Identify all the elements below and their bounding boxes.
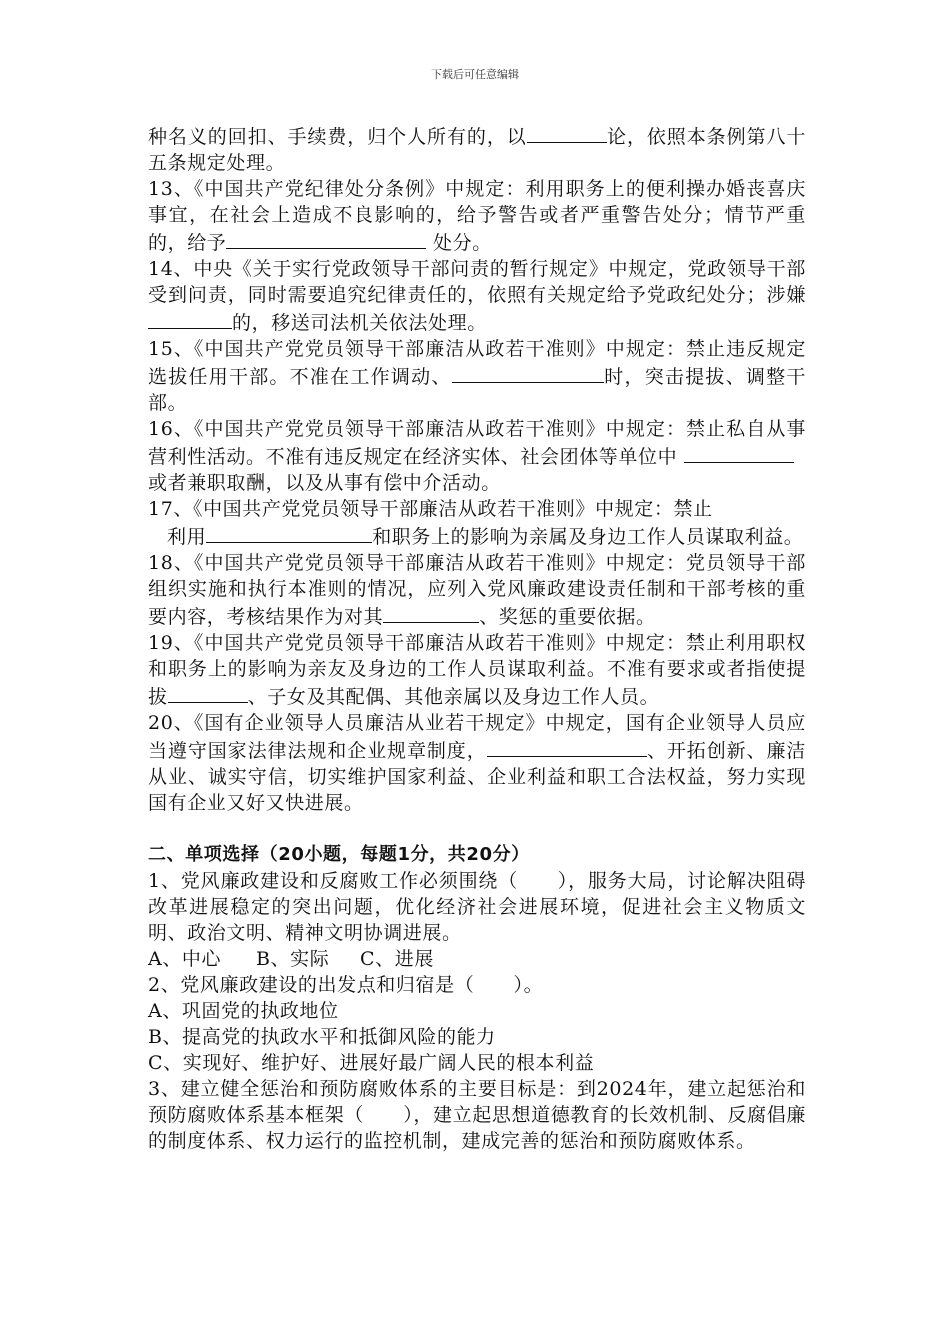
question-20 bbox=[148, 710, 806, 816]
question-text: 14、中央《关于实行党政领导干部问责的暂行规定》中规定，党政领导干部受到问责，同时需要追究纪律责任的，依照有关规定给予党政纪处分；涉嫌 bbox=[148, 258, 806, 306]
question-18 bbox=[148, 550, 806, 630]
question-text: 、开拓创新、廉洁从业、诚实守信，切实维护国家利益、企业利益和职工合法权益，努力实现国有企业又好又快进展。 bbox=[148, 740, 806, 814]
mc-question-2: 2、党风廉政建设的出发点和归宿是（ ）。 bbox=[148, 974, 544, 996]
document-body bbox=[148, 122, 806, 1154]
question-text: 处分。 bbox=[426, 232, 492, 254]
question-text: 的，移送司法机关依法处理。 bbox=[232, 312, 487, 334]
question-text: 15、《中国共产党党员领导干部廉洁从政若干准则》中规定：禁止违反规定选拔任用干部。不准在工作调动、 bbox=[148, 338, 806, 388]
option-c[interactable]: C、进展 bbox=[360, 948, 434, 970]
question-text: 20、《国有企业领导人员廉洁从业若干规定》中规定，国有企业领导人员应当遵守国家法律法规和企业规章制度， bbox=[148, 712, 806, 762]
mc-question-1: 1、党风廉政建设和反腐败工作必须围绕（ ），服务大局，讨论解决阻碍改革进展稳定的突出问题，优化经济社会进展环境，促进社会主义物质文明、政治文明、精神文明协调进展。 bbox=[148, 870, 806, 944]
question-12-tail bbox=[148, 122, 806, 176]
answer-blank[interactable] bbox=[527, 122, 607, 143]
page-header: 下载后可任意编辑 bbox=[431, 68, 519, 81]
mc-question-1-options bbox=[148, 946, 806, 972]
option-b[interactable]: B、提高党的执政水平和抵御风险的能力 bbox=[148, 1026, 496, 1048]
question-text: 18、《中国共产党党员领导干部廉洁从政若干准则》中规定：党员领导干部组织实施和执行本准则的情况，应列入党风廉政建设责任制和干部考核的重要内容，考核结果作为对其 bbox=[148, 552, 806, 628]
question-text: 时，突击提拔、调整干部。 bbox=[148, 366, 806, 414]
question-14 bbox=[148, 256, 806, 336]
answer-blank[interactable] bbox=[452, 362, 604, 383]
answer-blank[interactable] bbox=[226, 228, 426, 249]
question-text: 19、《中国共产党党员领导干部廉洁从政若干准则》中规定：禁止利用职权和职务上的影响为亲友及身边的工作人员谋取利益。不准有要求或者指使提拔 bbox=[148, 632, 806, 708]
option-b[interactable]: B、实际 bbox=[256, 948, 330, 970]
section-heading: 二、单项选择（20小题，每题1分，共20分） bbox=[148, 844, 530, 865]
question-17-cont bbox=[148, 522, 806, 550]
section-gap bbox=[148, 816, 806, 842]
question-text: 和职务上的影响为亲属及身边工作人员谋取利益。 bbox=[372, 526, 804, 548]
answer-blank[interactable] bbox=[684, 442, 794, 463]
question-text: 17、《中国共产党党员领导干部廉洁从政若干准则》中规定：禁止 bbox=[148, 498, 713, 520]
answer-blank[interactable] bbox=[487, 736, 647, 757]
question-17 bbox=[148, 496, 806, 522]
answer-blank[interactable] bbox=[148, 308, 232, 329]
question-19 bbox=[148, 630, 806, 710]
question-text: 13、《中国共产党纪律处分条例》中规定：利用职务上的便利操办婚丧喜庆事宜，在社会上造成不良影响的，给予警告或者严重警告处分；情节严重的，给予 bbox=[148, 178, 806, 254]
question-text: 利用 bbox=[167, 526, 207, 548]
option-c[interactable]: C、实现好、维护好、进展好最广阔人民的根本利益 bbox=[148, 1052, 595, 1074]
question-text: 论，依照本条例第八十五条规定处理。 bbox=[148, 126, 806, 174]
mc-question-3: 3、建立健全惩治和预防腐败体系的主要目标是：到2024年，建立起惩治和预防腐败体系基本框架（ ），建立起思想道德教育的长效机制、反腐倡廉的制度体系、权力运行的监控机制，建成完善的惩治和预防腐败体系。 bbox=[148, 1078, 806, 1152]
question-13 bbox=[148, 176, 806, 256]
option-a[interactable]: A、中心 bbox=[148, 948, 222, 970]
answer-blank[interactable] bbox=[383, 602, 479, 623]
question-16 bbox=[148, 416, 806, 496]
answer-blank[interactable] bbox=[206, 522, 372, 543]
question-text: 16、《中国共产党党员领导干部廉洁从政若干准则》中规定：禁止私自从事营利性活动。不准有违反规定在经济实体、社会团体等单位中 bbox=[148, 418, 806, 468]
question-text: 或者兼职取酬，以及从事有偿中介活动。 bbox=[148, 472, 501, 494]
option-a[interactable]: A、巩固党的执政地位 bbox=[148, 1000, 339, 1022]
question-text: 、奖惩的重要依据。 bbox=[479, 606, 656, 628]
answer-blank[interactable] bbox=[168, 682, 248, 703]
question-15 bbox=[148, 336, 806, 416]
question-text: 种名义的回扣、手续费，归个人所有的，以 bbox=[148, 126, 527, 148]
question-text: 、子女及其配偶、其他亲属以及身边工作人员。 bbox=[247, 686, 660, 708]
